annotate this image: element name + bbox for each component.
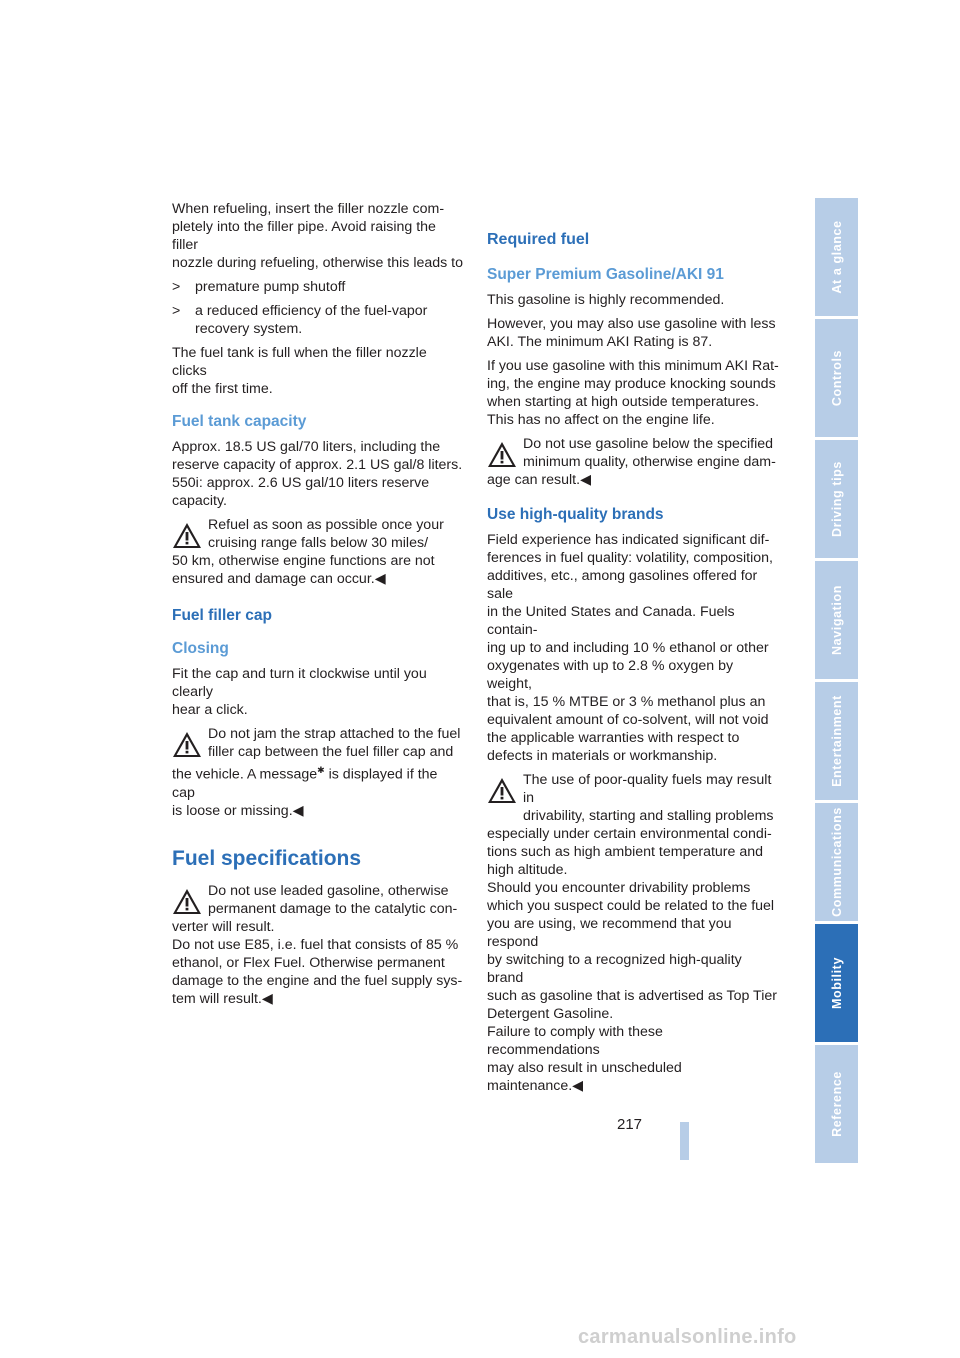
capacity-paragraph: Approx. 18.5 US gal/70 liters, including the reserve capacity of approx. 2.1 US gal/8 liters. 550i: approx. 2.6 US gal/10 liters reserve capacity.	[172, 439, 463, 509]
closing-paragraph: Fit the cap and turn it clockwise until you clearly hear a click.	[172, 666, 427, 718]
tab-navigation[interactable]: Navigation	[815, 561, 858, 679]
right-column	[487, 200, 779, 1101]
bullet-mark: >	[172, 279, 181, 295]
required-fuel-heading: Required fuel	[487, 231, 590, 248]
bullet-mark: >	[172, 303, 181, 319]
bullet-item: > a reduced efficiency of the fuel-vapor recovery system.	[172, 303, 428, 337]
warning-triangle-icon	[487, 777, 517, 804]
brands-paragraph: Field experience has indicated significant dif- ferences in fuel quality: volatility, composition, additives, etc., among gasolines offered for sale in the United States and Canada. Fuels contain- ing up to and including 10 % ethanol or other oxygenates with up to 2.8 % oxygen by weight, that is, 15 % MTBE or 3 % methanol plus an equivalent amount of co-solvent, will not void the applicable warranties with respect to defects in materials or workmanship.	[487, 532, 773, 764]
super-warning: Do not use gasoline below the specified minimum quality, otherwise engine dam- age can result.◀	[487, 436, 776, 488]
super-p2: However, you may also use gasoline with less AKI. The minimum AKI Rating is 87.	[487, 316, 776, 350]
super-p1: This gasoline is highly recommended.	[487, 292, 725, 308]
page-marker-bar	[680, 1122, 689, 1160]
super-p3: If you use gasoline with this minimum AKI Rat- ing, the engine may produce knocking sounds when starting at high outside temperatures. This has no affect on the engine life.	[487, 358, 779, 428]
warning-triangle-icon	[172, 731, 202, 758]
chapter-tabs	[815, 198, 858, 1166]
capacity-heading: Fuel tank capacity	[172, 413, 307, 430]
full-tank-paragraph: The fuel tank is full when the filler nozzle clicks off the first time.	[172, 345, 427, 397]
warning-triangle-icon	[172, 888, 202, 915]
fuel-specifications-heading: Fuel specifications	[172, 846, 362, 870]
page-number: 217	[617, 1116, 643, 1133]
tab-driving-tips[interactable]: Driving tips	[815, 440, 858, 558]
bullet-item: > premature pump shutoff	[172, 279, 346, 295]
tab-entertainment[interactable]: Entertainment	[815, 682, 858, 800]
closing-heading: Closing	[172, 640, 229, 657]
tab-mobility[interactable]: Mobility	[815, 924, 858, 1042]
brands-heading: Use high-quality brands	[487, 506, 664, 523]
filler-cap-heading: Fuel filler cap	[172, 607, 272, 624]
warning-triangle-icon	[487, 441, 517, 468]
optional-equipment-star: ✱	[317, 765, 325, 775]
tab-at-a-glance[interactable]: At a glance	[815, 198, 858, 316]
left-column	[172, 200, 464, 1014]
super-premium-heading: Super Premium Gasoline/AKI 91	[487, 266, 724, 283]
warning-triangle-icon	[172, 522, 202, 549]
brands-warning: The use of poor-quality fuels may result in drivability, starting and stalling problems especially under certain environmental condi- tions such as high ambient temperature and high altitude. Should you encounter drivability problems which you suspect could be related to the fuel you are using, we recommend that you respond by switching to a recognized high-quality brand such as gasoline that is advertised as Top Tier Detergent Gasoline. Failure to comply with these recommendations may also result in unscheduled maintenance.◀	[487, 772, 777, 1094]
closing-warning: Do not jam the strap attached to the fuel filler cap between the fuel filler cap and the vehicle. A message✱ is displayed if the cap is loose or missing.◀	[172, 726, 461, 819]
intro-paragraph: When refueling, insert the filler nozzle com- pletely into the filler pipe. Avoid raising the filler nozzle during refueling, otherwise this leads to	[172, 201, 464, 271]
specifications-warning: Do not use leaded gasoline, otherwise permanent damage to the catalytic con- verter will result. Do not use E85, i.e. fuel that consists of 85 % ethanol, or Flex Fuel. Otherwise permanent damage to the engine and the fuel supply sys- tem will result.◀	[172, 882, 463, 1007]
watermark: carmanualsonline.info	[578, 1326, 797, 1348]
capacity-warning: Refuel as soon as possible once your cruising range falls below 30 miles/ 50 km, otherwise engine functions are not ensured and damage can occur.◀	[172, 517, 444, 587]
tab-communications[interactable]: Communications	[815, 803, 858, 921]
tab-controls[interactable]: Controls	[815, 319, 858, 437]
tab-reference[interactable]: Reference	[815, 1045, 858, 1163]
